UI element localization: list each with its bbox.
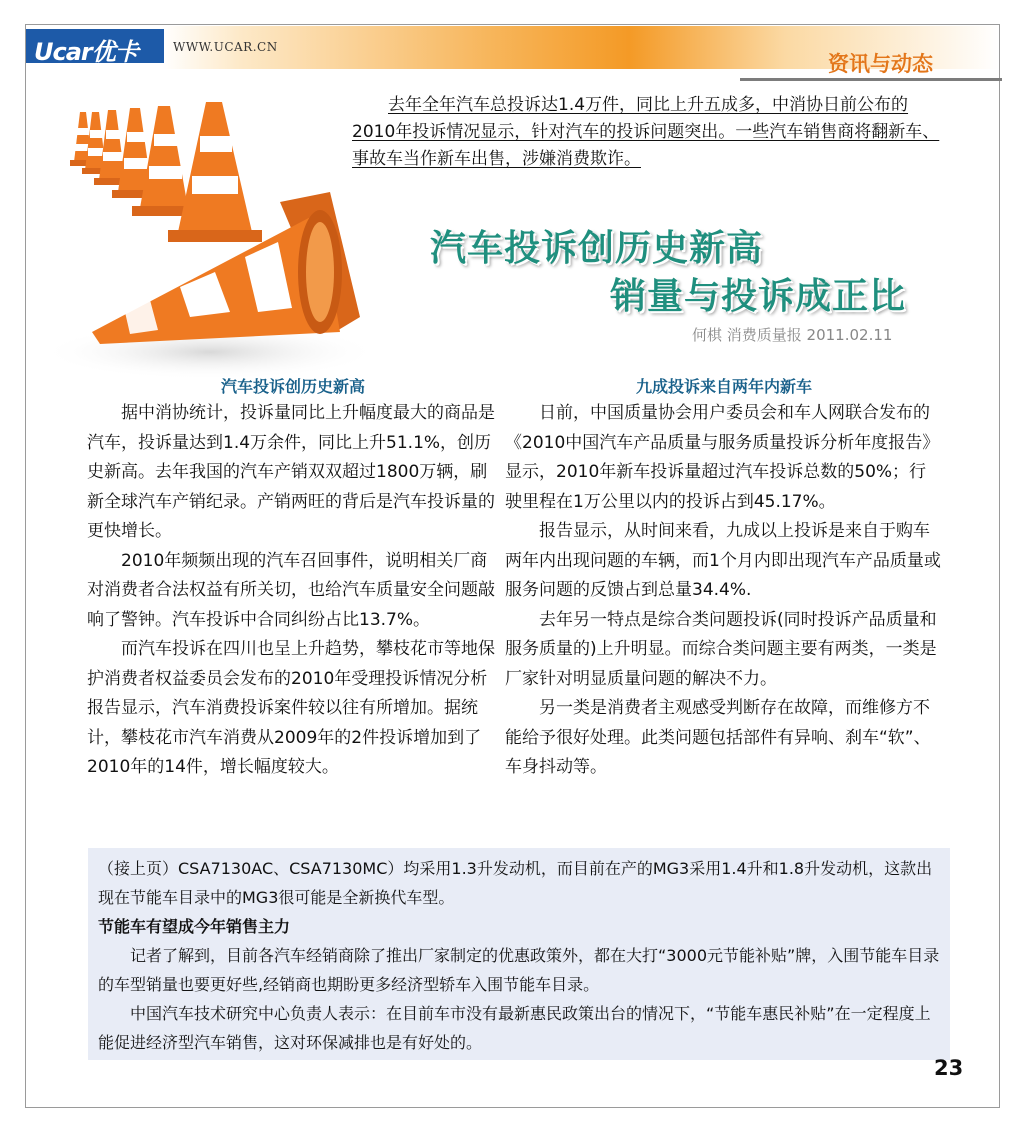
section-divider (740, 78, 1002, 81)
left-paragraph-2: 2010年频频出现的汽车召回事件，说明相关厂商对消费者合法权益有所关切，也给汽车质量安全问题敲响了警钟。汽车投诉中合同纠纷占比13.7%。 (87, 550, 495, 630)
lead-paragraph: 去年全年汽车总投诉达1.4万件，同比上升五成多，中消协日前公布的2010年投诉情况显示，针对汽车的投诉问题突出。一些汽车销售商将翻新车、事故车当作新车出售，涉嫌消费欺诈。 (352, 95, 940, 169)
headline-line-2: 销量与投诉成正比 (610, 276, 907, 317)
right-paragraph-3: 去年另一特点是综合类问题投诉(同时投诉产品质量和服务质量的)上升明显。而综合类问题主要有两类，一类是厂家针对明显质量问题的解决不力。 (505, 609, 937, 689)
continuation-box (88, 848, 950, 1060)
headline-line-1: 汽车投诉创历史新高 (430, 228, 764, 269)
large-cone-icon (168, 102, 262, 242)
ucar-logo: Ucar优卡 (34, 38, 138, 66)
right-paragraph-4: 另一类是消费者主观感受判断存在故障，而维修方不能给予很好处理。此类问题包括部件有异响、刹车“软”、车身抖动等。 (505, 698, 931, 777)
right-paragraph-1: 日前，中国质量协会用户委员会和车人网联合发布的《2010中国汽车产品质量与服务质量投诉分析年度报告》显示，2010年新车投诉量超过汽车投诉总数的50%；行驶里程在1万公里以内的投诉占到45.17%。 (505, 403, 940, 512)
box-paragraph-2: 记者了解到，目前各汽车经销商除了推出厂家制定的优惠政策外，都在大打“3000元节能补贴”牌，入围节能车目录的车型销量也要更好些,经销商也期盼更多经济型轿车入围节能车目录。 (98, 946, 940, 994)
left-column (87, 375, 499, 783)
right-column (505, 375, 943, 783)
byline: 何棋 消费质量报 2011.02.11 (692, 326, 893, 344)
left-paragraph-3: 而汽车投诉在四川也呈上升趋势，攀枝花市等地保护消费者权益委员会发布的2010年受理投诉情况分析报告显示，汽车消费投诉案件较以往有所增加。据统计，攀枝花市汽车消费从2009年的2件投诉增加到了2010年的14件，增长幅度较大。 (87, 639, 495, 777)
section-title: 资讯与动态 (828, 52, 933, 76)
right-paragraph-2: 报告显示，从时间来看，九成以上投诉是来自于购车两年内出现问题的车辆，而1个月内即出现汽车产品质量或服务问题的反馈占到总量34.4%. (505, 521, 941, 600)
box-paragraph-1: （接上页）CSA7130AC、CSA7130MC）均采用1.3升发动机，而目前在产的MG3采用1.4升和1.8升发动机，这款出现在节能车目录中的MG3很可能是全新换代车型。 (98, 859, 933, 907)
box-subtitle: 节能车有望成今年销售主力 (98, 917, 291, 936)
site-url: WWW.UCAR.CN (173, 40, 278, 54)
left-column-subtitle: 汽车投诉创历史新高 (220, 377, 365, 396)
left-paragraph-1: 据中消协统计，投诉量同比上升幅度最大的商品是汽车，投诉量达到1.4万余件，同比上升51.1%，创历史新高。去年我国的汽车产销双双超过1800万辆，刷新全球汽车产销纪录。产销两旺的背后是汽车投诉量的更快增长。 (87, 403, 495, 541)
box-paragraph-3: 中国汽车技术研究中心负责人表示：在目前车市没有最新惠民政策出台的情况下，“节能车惠民补贴”在一定程度上能促进经济型汽车销售，这对环保减排也是有好处的。 (98, 1004, 931, 1052)
page-number: 23 (934, 1056, 964, 1080)
right-column-subtitle: 九成投诉来自两年内新车 (635, 377, 812, 396)
